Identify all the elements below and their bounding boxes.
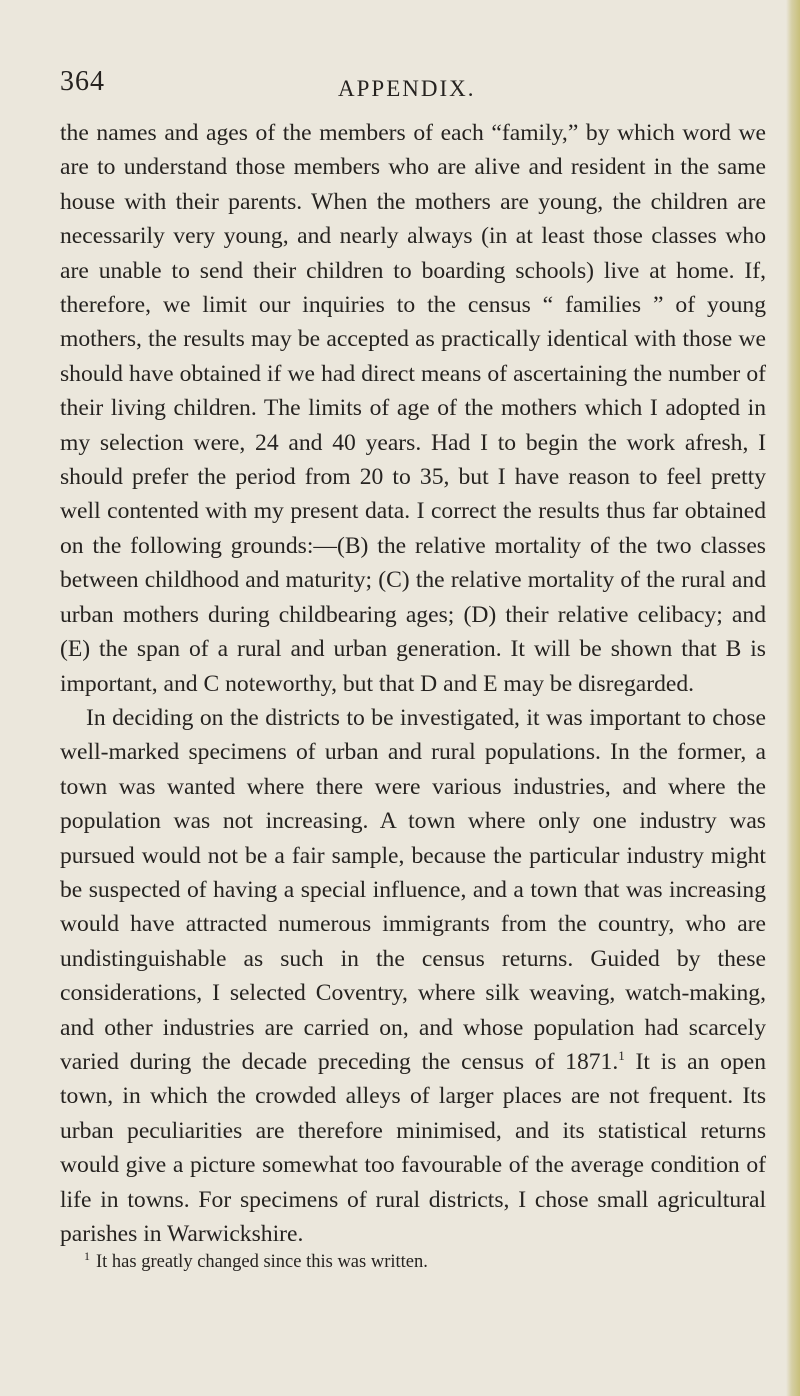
paragraph-text: It is an open town, in which the crowded alleys of larger places are not frequent. Its urban peculiarities are therefore minimised, and its statistical returns would give a picture somewhat too favourable of the average condition of life in towns. For specimens of rural districts, I chose small agricultural parishes in Warwickshire. [60, 1048, 767, 1247]
paragraph-text: In deciding on the districts to be investigated, it was important to chose well-marked specimens of urban and rural populations. In the former, a town was wanted where there were various industries, and where the population was not increasing. A town where only one industry was pursued would not be a fair sample, because the particular industry might be suspected of having a special influence, and a town that was increasing would have attracted numerous immigrants from the country, who are undistinguishable as such in the census returns. Guided by these considerations, I selected Coventry, where silk weaving, watch-making, and other industries are carried on, and whose population had scarcely varied during the decade preceding the census of 1871. [60, 704, 766, 1075]
footnote-marker: 1 [84, 1248, 90, 1263]
running-head: APPENDIX. [338, 76, 476, 101]
paragraph: the names and ages of the members of each “family,” by which word we are to understand those members who are alive and resident in the same house with their parents. When the mothers are young, the children are necessarily very young, and nearly always (in at least those classes who are unable to send their children to boarding schools) live at home. If, therefore, we limit our inquiries to the census “ families ” of young mothers, the results may be accepted as practically identical with those we should have obtained if we had direct means of ascertaining the number of their living children. The limits of age of the mothers which I adopted in my selection were, 24 and 40 years. Had I to begin the work afresh, I should prefer the period from 20 to 35, but I have reason to feel pretty well contented with my present data. I correct the results thus far obtained on the following grounds:—(B) the relative mortality of the two classes between childhood and maturity; (C) the relative mortality of the rural and urban mothers during childbearing ages; (D) their relative celibacy; and (E) the span of a rural and urban generation. It will be shown that B is important, and C noteworthy, but that D and E may be disregarded. [60, 120, 766, 697]
page-edge [786, 0, 800, 1396]
footnote-reference: 1 [618, 1048, 625, 1064]
body-text [60, 116, 766, 1251]
footnote [84, 1250, 764, 1274]
page-number: 364 [60, 66, 105, 97]
footnote-text: It has greatly changed since this was written. [96, 1252, 428, 1272]
paragraph [60, 701, 766, 1252]
